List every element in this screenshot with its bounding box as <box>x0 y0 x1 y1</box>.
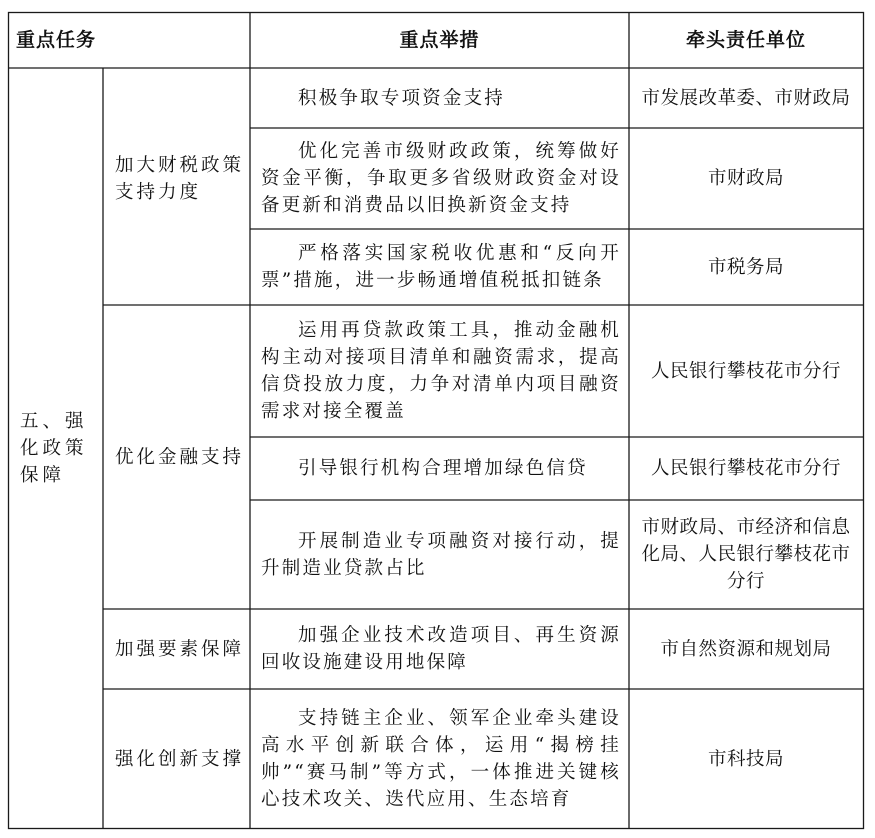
task-cell <box>9 68 103 829</box>
header-unit: 牵头责任单位 <box>685 29 806 51</box>
measure-cell <box>250 229 629 305</box>
measure-cell <box>250 305 629 437</box>
header-measure: 重点举措 <box>399 29 480 51</box>
unit-cell <box>629 437 863 500</box>
measure-text: 优化完善市级财政政策，统筹做好资金平衡，争取更多省级财政资金对设备更新和消费品以旧换新资金支持 <box>261 141 621 216</box>
task-title: 五、强化政策保障 <box>20 411 88 486</box>
unit-cell <box>629 229 863 305</box>
unit-cell <box>629 500 863 609</box>
unit-text: 人民银行攀枝花市分行 <box>650 458 841 479</box>
subtask-factor-guarantee: 加强要素保障 <box>115 638 245 660</box>
measure-cell <box>250 68 629 128</box>
measure-text: 引导银行机构合理增加绿色信贷 <box>298 458 588 479</box>
subtask-finance-tax: 加大财税政策支持力度 <box>115 154 245 203</box>
unit-text: 人民银行攀枝花市分行 <box>650 360 841 382</box>
measure-text: 支持链主企业、领军企业牵头建设高水平创新联合体，运用“揭榜挂帅”“赛马制”等方式，一体推进关键核心技术攻关、迭代应用、生态培育 <box>261 708 621 810</box>
measure-cell <box>250 500 629 609</box>
measure-text: 加强企业技术改造项目、再生资源回收设施建设用地保障 <box>261 625 621 673</box>
measure-cell <box>250 689 629 829</box>
unit-cell <box>629 305 863 437</box>
header-task: 重点任务 <box>15 29 96 51</box>
measure-text: 严格落实国家税收优惠和“反向开票”措施，进一步畅通增值税抵扣链条 <box>261 243 621 291</box>
measure-text: 积极争取专项资金支持 <box>298 87 506 109</box>
measure-text: 开展制造业专项融资对接行动，提升制造业贷款占比 <box>261 530 621 579</box>
unit-cell <box>629 128 863 229</box>
measure-cell <box>250 437 629 500</box>
unit-text: 市科技局 <box>707 748 784 770</box>
unit-text: 市财政局、市经济和信息化局、人民银行攀枝花市分行 <box>641 517 851 592</box>
subtask-financial-support: 优化金融支持 <box>115 446 245 468</box>
unit-cell <box>629 689 863 829</box>
measure-cell <box>250 128 629 229</box>
unit-text: 市自然资源和规划局 <box>660 638 832 660</box>
unit-text: 市财政局 <box>707 168 784 189</box>
subtask-innovation: 强化创新支撑 <box>115 748 245 770</box>
unit-text: 市发展改革委、市财政局 <box>641 87 851 109</box>
unit-cell <box>629 68 863 128</box>
unit-text: 市税务局 <box>707 256 784 278</box>
unit-cell <box>629 609 863 689</box>
measure-text: 运用再贷款政策工具，推动金融机构主动对接项目清单和融资需求，提高信贷投放力度，力争对清单内项目融资需求对接全覆盖 <box>261 320 621 422</box>
measure-cell <box>250 609 629 689</box>
